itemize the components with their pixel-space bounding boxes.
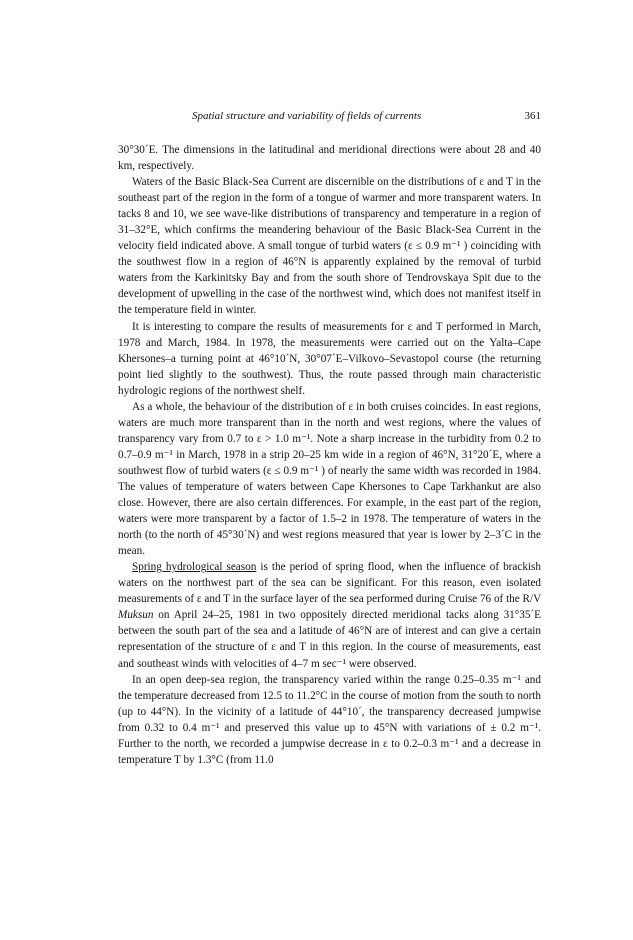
paragraph-3: It is interesting to compare the results of measurements for ε and T performed in March, 1978 and March, 1984. In 1978, the measurements were carried out on the Yalta–Cape Khersones–a turning point at 46°10´N, 30°07´E–Vilkovo–Sevastopol course (the returning point lied slightly to the southwest). Thus, the route passed through main characteristic hydrologic regions of the northwest shelf. — [118, 320, 541, 397]
section-heading-spring-season: Spring hydrological season — [132, 561, 257, 574]
paragraph-5-text: is the period of spring flood, when the influence of brackish waters on the northwest part of the sea can be significant. For this reason, even isolated measurements of ε and T in the surface layer of the sea performed during Cruise 76 of the R/V — [118, 561, 541, 606]
vessel-name: Muksun — [118, 609, 154, 622]
paragraph-2: Waters of the Basic Black-Sea Current are discernible on the distributions of ε and T in the southeast part of the region in the form of a tongue of warmer and more transparent waters. In tacks 8 and 10, we see wave-like distributions of transparency and temperature in a region of 31–32°E, which confirms the meandering behaviour of the Basic Black-Sea Current in the velocity field indicated above. A small tongue of turbid waters (ε ≤ 0.9 m⁻¹ ) coinciding with the southwest flow in a region of 46°N is apparently explained by the removal of turbid waters from the Karkinitsky Bay and from the south shore of Tendrovskaya Spit due to the development of upwelling in the case of the northwest wind, which does not manifest itself in the temperature field in winter. — [118, 176, 541, 317]
paragraph-5-tail: on April 24–25, 1981 in two oppositely directed meridional tacks along 31°35´E between the south part of the sea and a latitude of 46°N are of interest and can give a certain representation of the structure of ε and T in this region. In the course of measurements, east and southeast winds with velocities of 4–7 m sec⁻¹ were observed. — [118, 609, 541, 670]
paragraph-4: As a whole, the behaviour of the distribution of ε in both cruises coincides. In east regions, waters are much more transparent than in the north and west regions, where the values of transparency vary from 0.7 to ε > 1.0 m⁻¹. Note a sharp increase in the turbidity from 0.2 to 0.7–0.9 m⁻¹ in March, 1978 in a strip 20–25 km wide in a region of 46°N, 31°20´E, where a southwest flow of turbid waters (ε ≤ 0.9 m⁻¹ ) of nearly the same width was recorded in 1984. The values of temperature of waters between Cape Khersones to Cape Tarkhankut are also close. However, there are also certain differences. For example, in the east part of the region, waters were more transparent by a factor of 1.5–2 in 1978. The temperature of waters in the north (to the north of 45°30´N) and west regions measured that year is lower by 2–3´C in the mean. — [118, 400, 541, 558]
paragraph-6: In an open deep-sea region, the transparency varied within the range 0.25–0.35 m⁻¹ and the temperature decreased from 12.5 to 11.2°C in the course of motion from the south to north (up to 44°N). In the vicinity of a latitude of 44°10´, the transparency decreased jumpwise from 0.32 to 0.4 m⁻¹ and preserved this value up to 45°N with variations of ± 0.2 m⁻¹. Further to the north, we recorded a jumpwise decrease in ε to 0.2–0.3 m⁻¹ and a decrease in temperature T by 1.3°C (from 11.0 — [118, 673, 541, 766]
body-text — [118, 142, 541, 768]
running-title: Spatial structure and variability of fields of currents — [192, 110, 422, 122]
paragraph-5 — [118, 559, 541, 671]
paragraph-1: 30°30´E. The dimensions in the latitudinal and meridional directions were about 28 and 40 km, respectively. — [118, 144, 541, 173]
page-number: 361 — [524, 110, 541, 122]
document-page — [118, 110, 541, 768]
running-head — [118, 110, 541, 128]
